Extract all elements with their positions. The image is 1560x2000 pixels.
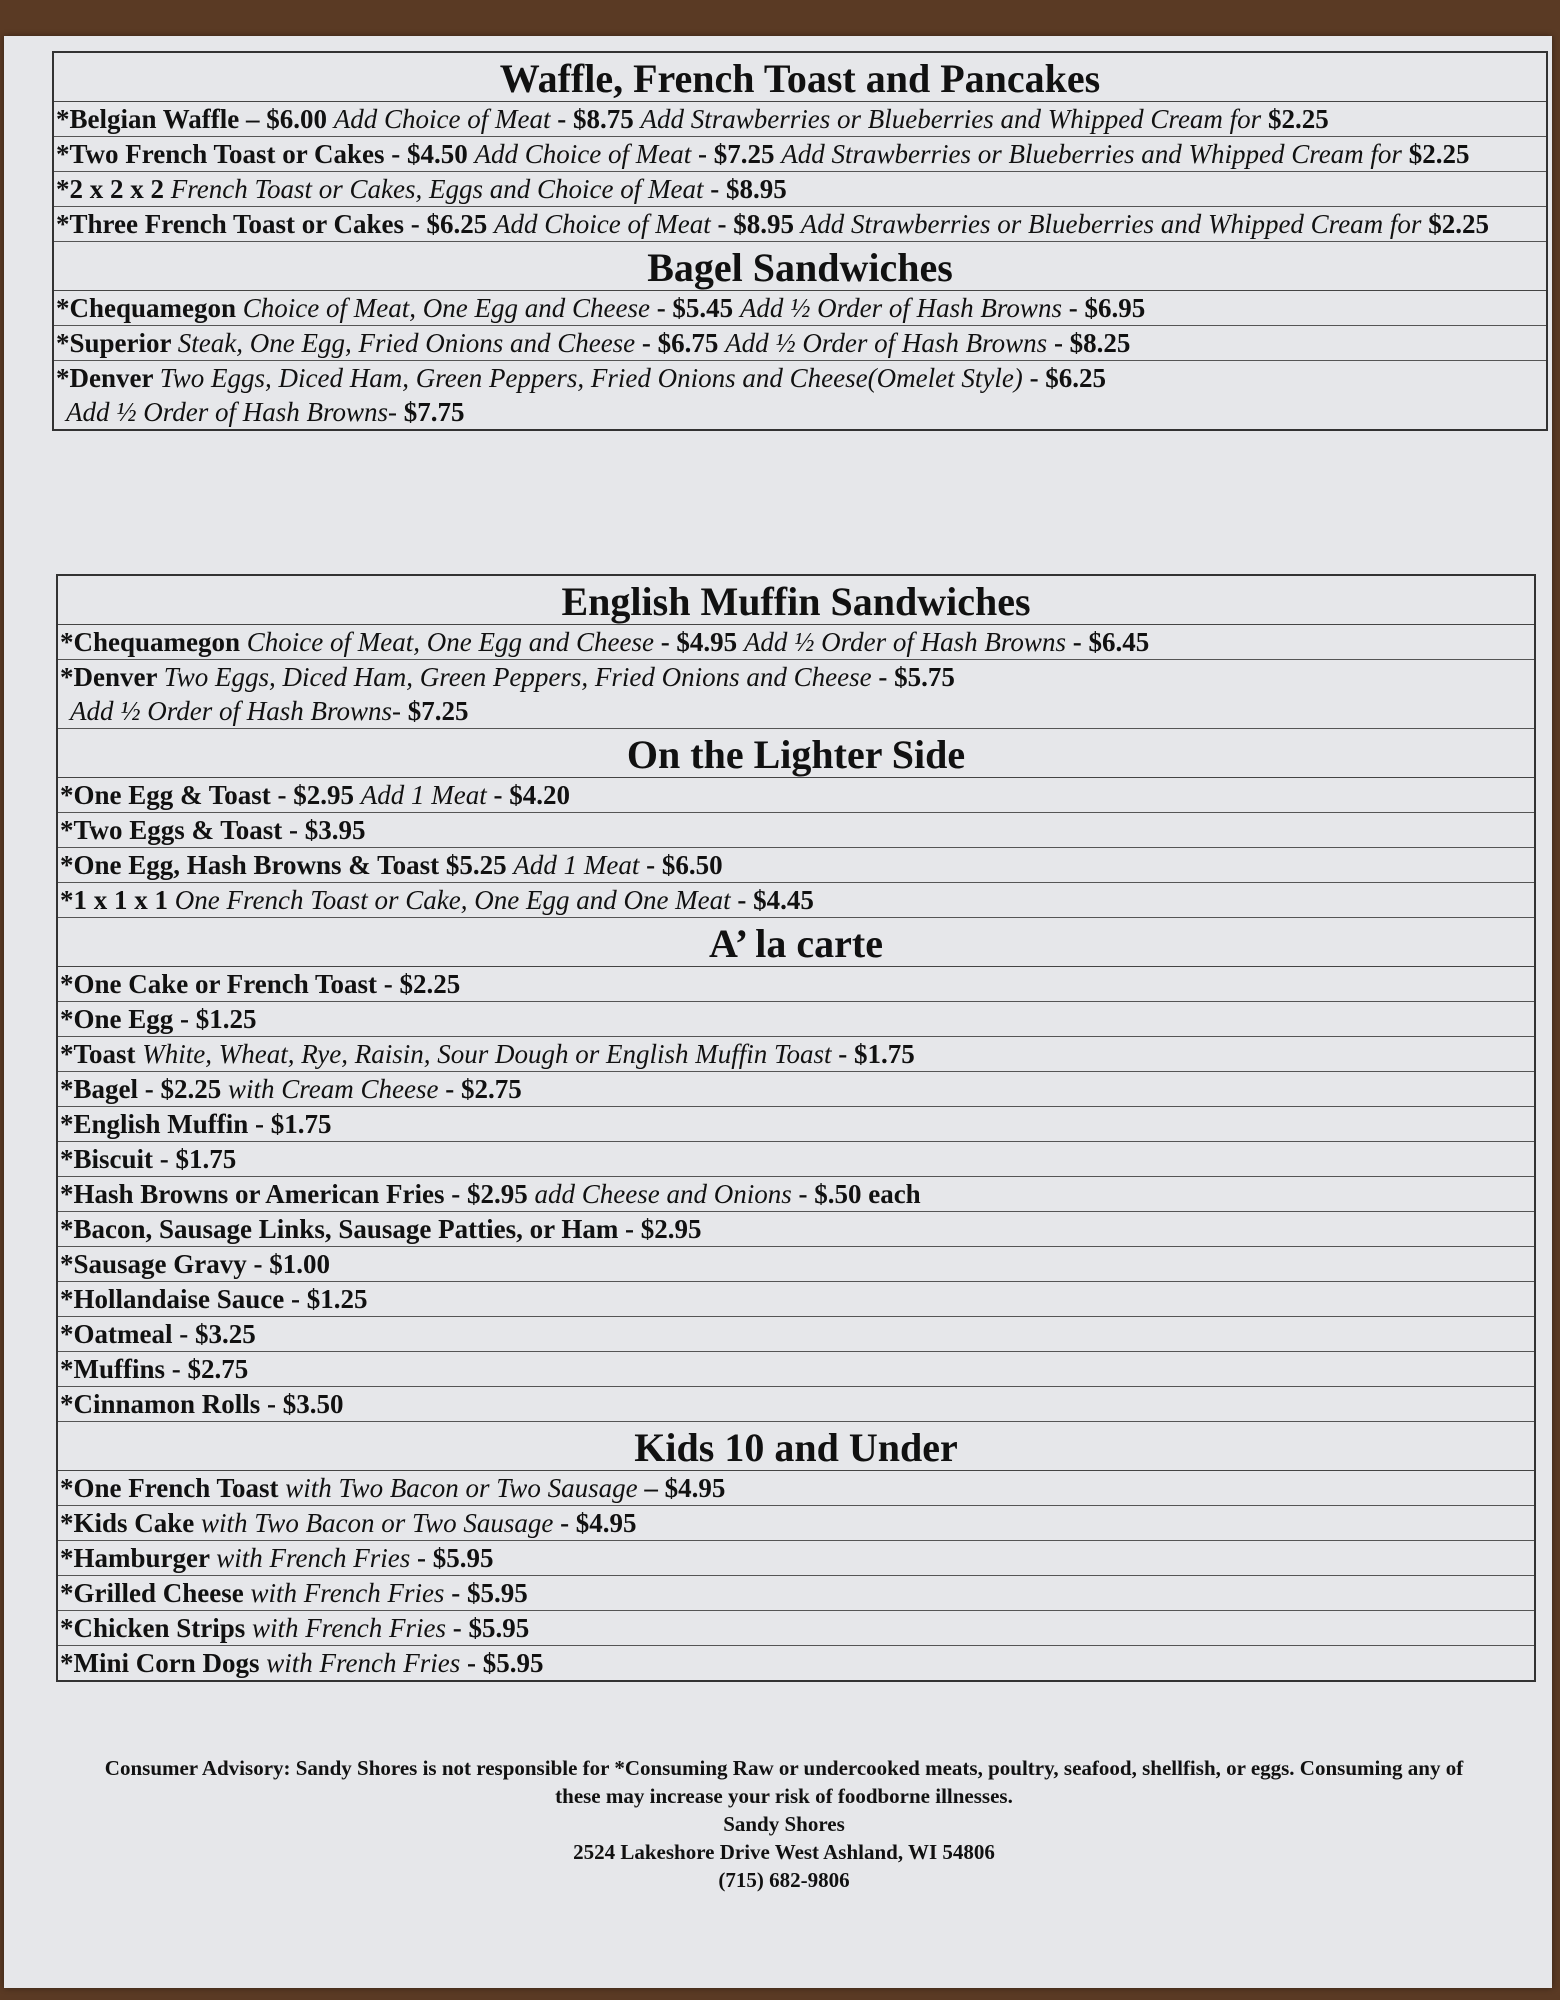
item-name-price: *One French Toast xyxy=(60,1473,286,1503)
menu-item xyxy=(58,1471,1534,1506)
item-description: Add ½ Order of Hash Browns xyxy=(739,293,1062,323)
item-description: Add ½ Order of Hash Browns xyxy=(725,328,1048,358)
item-name-price: *Grilled Cheese xyxy=(60,1578,251,1608)
item-description: Add Strawberries or Blueberries and Whipped Cream for xyxy=(800,209,1422,239)
item-name-price: *Hollandaise Sauce - $1.25 xyxy=(60,1284,368,1314)
item-name-price: $2.25 xyxy=(1421,209,1489,239)
item-name-price: *Hash Browns or American Fries - $2.95 xyxy=(60,1179,535,1209)
section-title-waffle-french-toast-and-pancakes: Waffle, French Toast and Pancakes xyxy=(54,53,1546,102)
menu-item xyxy=(54,291,1546,326)
item-name-price: $7.25 xyxy=(401,696,469,726)
item-name-price: - $5.95 xyxy=(460,1648,544,1678)
item-name-price: *Sausage Gravy - $1.00 xyxy=(60,1249,330,1279)
item-name-price: *Superior xyxy=(56,328,178,358)
item-name-price: - $5.95 xyxy=(446,1613,530,1643)
item-description: Add Choice of Meat xyxy=(333,104,551,134)
item-description: Add Strawberries or Blueberries and Whipped Cream for xyxy=(781,139,1402,169)
section-title-on-the-lighter-side: On the Lighter Side xyxy=(58,729,1534,778)
item-name-price: *Three French Toast or Cakes - $6.25 xyxy=(56,209,495,239)
item-description: White, Wheat, Rye, Raisin, Sour Dough or English Muffin Toast xyxy=(142,1039,832,1069)
item-name-price: *Chequamegon xyxy=(60,627,247,657)
menu-page xyxy=(4,36,1552,1988)
menu-item xyxy=(58,1646,1534,1680)
menu-item xyxy=(58,1107,1534,1142)
item-name-price: *Hamburger xyxy=(60,1543,217,1573)
item-name-price: *Muffins - $2.75 xyxy=(60,1354,249,1384)
item-name-price: - $8.75 xyxy=(550,104,641,134)
item-name-price: - $5.75 xyxy=(871,662,955,692)
section-title-bagel-sandwiches: Bagel Sandwiches xyxy=(54,242,1546,291)
item-name-price: *Toast xyxy=(60,1039,143,1069)
item-name-price: *One Egg & Toast - $2.95 xyxy=(60,780,361,810)
item-name-price: - $1.75 xyxy=(831,1039,915,1069)
menu-item xyxy=(58,1387,1534,1422)
menu-item xyxy=(58,1247,1534,1282)
menu-item xyxy=(58,1142,1534,1177)
item-name-price: *Biscuit - $1.75 xyxy=(60,1144,237,1174)
menu-item xyxy=(58,1317,1534,1352)
item-name-price: *Kids Cake xyxy=(60,1508,202,1538)
menu-box-bottom xyxy=(56,574,1536,1682)
menu-item xyxy=(58,1037,1534,1072)
item-name-price: *Belgian Waffle – $6.00 xyxy=(56,104,334,134)
item-name-price: - $8.25 xyxy=(1047,328,1131,358)
menu-item xyxy=(58,883,1534,918)
menu-item xyxy=(58,813,1534,848)
menu-item xyxy=(58,1576,1534,1611)
menu-box-top xyxy=(52,51,1548,431)
item-addon xyxy=(56,395,1546,429)
item-name-price: - $6.75 xyxy=(635,328,726,358)
item-name-price: - $2.75 xyxy=(438,1074,522,1104)
item-description: with Two Bacon or Two Sausage xyxy=(201,1508,554,1538)
item-addon xyxy=(60,694,1534,728)
item-name-price: *Denver xyxy=(56,363,160,393)
item-description: Add 1 Meat xyxy=(360,780,487,810)
item-description: with French Fries xyxy=(252,1613,447,1643)
item-name-price: - $5.45 xyxy=(649,293,740,323)
item-name-price: - $4.45 xyxy=(730,885,814,915)
menu-footer xyxy=(84,1754,1484,1894)
item-name-price: *Bagel - $2.25 xyxy=(60,1074,228,1104)
menu-item xyxy=(58,1541,1534,1576)
item-name-price: *Cinnamon Rolls - $3.50 xyxy=(60,1389,344,1419)
restaurant-address: 2524 Lakeshore Drive West Ashland, WI 54806 xyxy=(573,1840,995,1864)
item-description: Add ½ Order of Hash Browns- xyxy=(70,696,402,726)
item-description: Choice of Meat, One Egg and Cheese xyxy=(246,627,654,657)
menu-item xyxy=(58,660,1534,729)
item-name-price: - $4.20 xyxy=(486,780,571,810)
item-name-price: *One Cake or French Toast - $2.25 xyxy=(60,969,461,999)
item-description: add Cheese and Onions xyxy=(534,1179,792,1209)
menu-item xyxy=(58,1282,1534,1317)
menu-item xyxy=(54,361,1546,429)
menu-item xyxy=(58,848,1534,883)
item-name-price: - $8.95 xyxy=(710,209,801,239)
item-name-price: *Chicken Strips xyxy=(60,1613,253,1643)
item-name-price: $2.25 xyxy=(1261,104,1329,134)
item-name-price: - $4.95 xyxy=(553,1508,637,1538)
item-name-price: - $5.95 xyxy=(410,1543,494,1573)
item-name-price: *Denver xyxy=(60,662,164,692)
item-name-price: *Mini Corn Dogs xyxy=(60,1648,267,1678)
menu-item xyxy=(58,1072,1534,1107)
item-name-price: *One Egg, Hash Browns & Toast $5.25 xyxy=(60,850,514,880)
item-name-price: - $8.95 xyxy=(703,174,787,204)
item-name-price: *One Egg - $1.25 xyxy=(60,1004,257,1034)
menu-item xyxy=(54,102,1546,137)
item-name-price: *1 x 1 x 1 xyxy=(60,885,175,915)
item-name-price: - $6.45 xyxy=(1065,627,1150,657)
item-name-price: $7.75 xyxy=(397,397,465,427)
item-name-price: *2 x 2 x 2 xyxy=(56,174,171,204)
item-name-price: - $6.50 xyxy=(639,850,723,880)
item-name-price: - $4.95 xyxy=(653,627,744,657)
menu-item xyxy=(54,326,1546,361)
item-description: Steak, One Egg, Fried Onions and Cheese xyxy=(177,328,636,358)
item-name-price: - $7.25 xyxy=(691,139,782,169)
item-description: French Toast or Cakes, Eggs and Choice of Meat xyxy=(170,174,704,204)
menu-item xyxy=(58,778,1534,813)
item-description: Add Choice of Meat xyxy=(494,209,711,239)
item-description: Add Strawberries or Blueberries and Whipped Cream for xyxy=(640,104,1262,134)
item-name-price: *Two French Toast or Cakes - $4.50 xyxy=(56,139,475,169)
menu-item xyxy=(58,1506,1534,1541)
item-name-price: - $6.95 xyxy=(1061,293,1146,323)
item-description: Two Eggs, Diced Ham, Green Peppers, Fried Onions and Cheese(Omelet Style) xyxy=(159,363,1023,393)
menu-item xyxy=(58,1177,1534,1212)
section-title-a-la-carte: A’ la carte xyxy=(58,918,1534,967)
section-title-kids-10-and-under: Kids 10 and Under xyxy=(58,1422,1534,1471)
item-name-price: - $6.25 xyxy=(1022,363,1107,393)
item-description: Add 1 Meat xyxy=(513,850,640,880)
menu-item xyxy=(58,625,1534,660)
menu-item xyxy=(54,172,1546,207)
item-name-price: - $5.95 xyxy=(444,1578,528,1608)
restaurant-name: Sandy Shores xyxy=(723,1812,845,1836)
item-name-price: $2.25 xyxy=(1401,139,1470,169)
item-description: with French Fries xyxy=(216,1543,411,1573)
menu-item xyxy=(58,1352,1534,1387)
item-description: with Two Bacon or Two Sausage xyxy=(285,1473,638,1503)
item-description: One French Toast or Cake, One Egg and One Meat xyxy=(174,885,731,915)
item-description: Two Eggs, Diced Ham, Green Peppers, Fried Onions and Cheese xyxy=(163,662,872,692)
item-name-price: - $.50 each xyxy=(791,1179,921,1209)
item-description: Add ½ Order of Hash Browns xyxy=(743,627,1066,657)
item-name-price: – $4.95 xyxy=(637,1473,726,1503)
item-name-price: *English Muffin - $1.75 xyxy=(60,1109,332,1139)
item-description: with Cream Cheese xyxy=(228,1074,439,1104)
item-name-price: *Two Eggs & Toast - $3.95 xyxy=(60,815,366,845)
menu-item xyxy=(58,967,1534,1002)
item-name-price: *Bacon, Sausage Links, Sausage Patties, or Ham - $2.95 xyxy=(60,1214,702,1244)
item-name-price: *Oatmeal - $3.25 xyxy=(60,1319,256,1349)
item-description: with French Fries xyxy=(250,1578,445,1608)
section-title-english-muffin-sandwiches: English Muffin Sandwiches xyxy=(58,576,1534,625)
menu-item xyxy=(54,207,1546,242)
item-name-price: *Chequamegon xyxy=(56,293,243,323)
item-description: Add ½ Order of Hash Browns- xyxy=(66,397,398,427)
menu-item xyxy=(54,137,1546,172)
item-description: Choice of Meat, One Egg and Cheese xyxy=(242,293,650,323)
menu-item xyxy=(58,1611,1534,1646)
item-description: with French Fries xyxy=(266,1648,461,1678)
consumer-advisory: Consumer Advisory: Sandy Shores is not responsible for *Consuming Raw or undercooked meats, poultry, seafood, shellfish, or eggs. Consuming any of these may increase your risk of foodborne illnesses. xyxy=(104,1756,1464,1808)
menu-item xyxy=(58,1212,1534,1247)
item-description: Add Choice of Meat xyxy=(474,139,692,169)
menu-item xyxy=(58,1002,1534,1037)
restaurant-phone: (715) 682-9806 xyxy=(718,1868,850,1892)
